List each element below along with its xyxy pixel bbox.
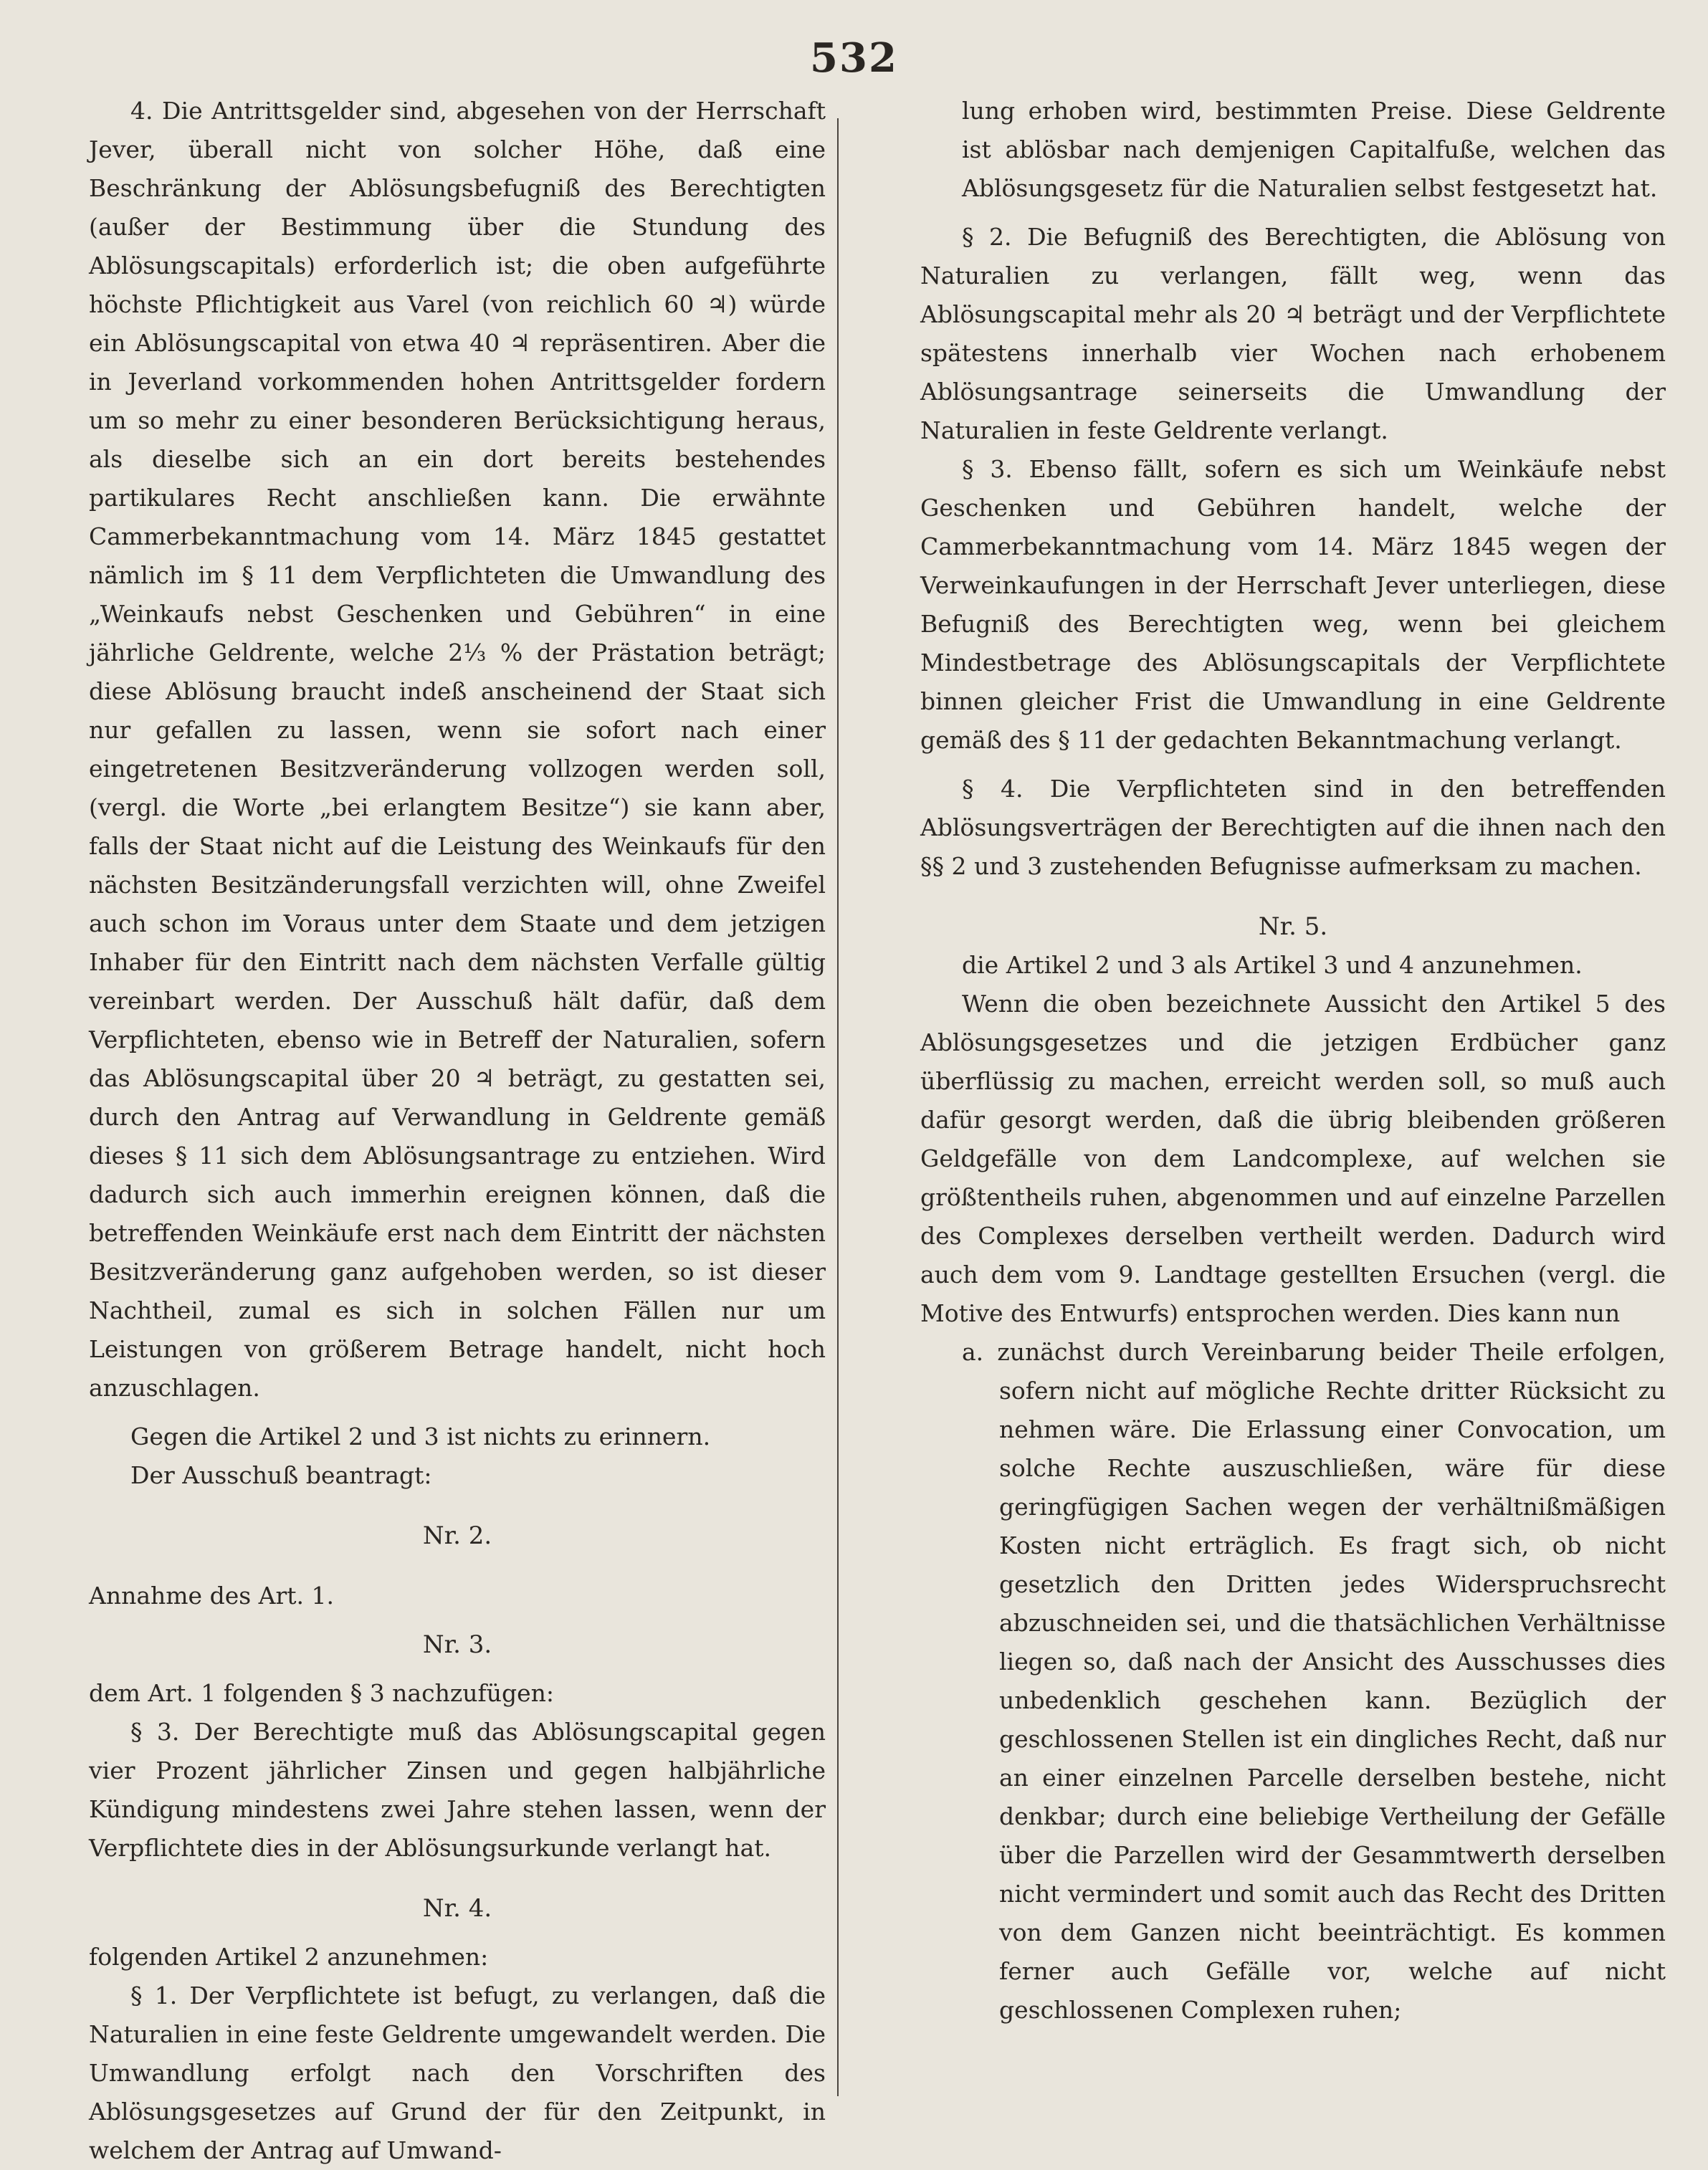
section-heading: Nr. 3. [422,1630,492,1659]
paragraph: Gegen die Artikel 2 und 3 ist nichts zu erinnern. [130,1423,711,1450]
paragraph: Annahme des Art. 1. [89,1582,334,1610]
paragraph: § 2. Die Befugniß des Berechtigten, die Ablösung von Naturalien zu verlangen, fällt weg, wenn das Ablösungscapital mehr als 20 ♃ beträgt und der Verpflichtete spätestens innerhalb vier Wochen nach erhobenem Ablösungsantrage seinerseits die Umwandlung der Naturalien in feste Geldrente verlangt. [920,223,1666,444]
paragraph: § 3. Ebenso fällt, sofern es sich um Weinkäufe nebst Geschenken und Gebühren handelt, welche der Cammerbekanntmachung vom 14. März 1845 wegen der Verweinkaufungen in der Herrschaft Jever unterliegen, diese Befugniß des Berechtigten weg, wenn bei gleichem Mindestbetrage des Ablösungscapitals der Verpflichtete binnen gleicher Frist die Umwandlung in eine Geldrente gemäß des § 11 der gedachten Bekanntmachung verlangt. [920,455,1666,754]
paragraph: § 3. Der Berechtigte muß das Ablösungscapital gegen vier Prozent jährlicher Zinsen und gegen halbjährliche Kündigung mindestens zwei Jahre stehen lassen, wenn der Verpflichtete dies in der Ablösungsurkunde verlangt hat. [89,1718,826,1862]
paragraph: Der Ausschuß beantragt: [130,1461,432,1489]
paragraph: die Artikel 2 und 3 als Artikel 3 und 4 anzunehmen. [962,951,1583,979]
section-heading: Nr. 4. [422,1894,492,1923]
section-heading: Nr. 2. [422,1521,492,1550]
paragraph: § 4. Die Verpflichteten sind in den betreffenden Ablösungsverträgen der Berechtigten auf die ihnen nach den §§ 2 und 3 zustehenden Befugnisse aufmerksam zu machen. [920,775,1666,880]
paragraph: dem Art. 1 folgenden § 3 nachzufügen: [89,1679,554,1707]
column-divider [837,118,839,2096]
paragraph: Wenn die oben bezeichnete Aussicht den Artikel 5 des Ablösungsgesetzes und die jetzigen Erdbücher ganz überflüssig zu machen, erreicht werden soll, so muß auch dafür gesorgt werden, daß die übrig bleibenden größeren Geldgefälle von dem Landcomplexe, auf welchen sie größtentheils ruhen, abgenommen und auf einzelne Parzellen des Complexes derselben vertheilt werden. Dadurch wird auch dem vom 9. Landtage gestellten Ersuchen (vergl. die Motive des Entwurfs) entsprochen werden. Dies kann nun [920,990,1666,1327]
page-number: 532 [810,34,898,82]
paragraph: a. zunächst durch Vereinbarung beider Theile erfolgen, sofern nicht auf mögliche Rechte dritter Rücksicht zu nehmen wäre. Die Erlassung einer Convocation, um solche Rechte auszuschließen, wäre für diese geringfügigen Sachen wegen der verhältnißmäßigen Kosten nicht erträglich. Es fragt sich, ob nicht gesetzlich den Dritten jedes Widerspruchsrecht abzuschneiden sei, und die thatsächlichen Verhältnisse liegen so, daß nach der Ansicht des Ausschusses dies unbedenklich geschehen kann. Bezüglich der geschlossenen Stellen ist ein dingliches Recht, daß nur an einer einzelnen Parcelle derselben bestehe, nicht denkbar; durch eine beliebige Vertheilung der Gefälle über die Parzellen wird der Gesammtwerth derselben nicht vermindert und somit auch das Recht des Dritten von dem Ganzen nicht beeinträchtigt. Es kommen ferner auch Gefälle vor, welche auf nicht geschlossenen Complexen ruhen; [962,1338,1666,2024]
right-column [920,92,1666,2030]
paragraph: § 1. Der Verpflichtete ist befugt, zu verlangen, daß die Naturalien in eine feste Geldrente umgewandelt werden. Die Umwandlung erfolgt nach den Vorschriften des Ablösungsgesetzes auf Grund der für den Zeitpunkt, in welchem der Antrag auf Umwand- [89,1982,826,2164]
paragraph: folgenden Artikel 2 anzunehmen: [89,1943,489,1971]
paragraph: 4. Die Antrittsgelder sind, abgesehen von der Herrschaft Jever, überall nicht von solcher Höhe, daß eine Beschränkung der Ablösungsbefugniß des Berechtigten (außer der Bestimmung über die Stundung des Ablösungscapitals) erforderlich ist; die oben aufgeführte höchste Pflichtigkeit aus Varel (von reichlich 60 ♃) würde ein Ablösungscapital von etwa 40 ♃ repräsentiren. Aber die in Jeverland vorkommenden hohen Antrittsgelder fordern um so mehr zu einer besonderen Berücksichtigung heraus, als dieselbe sich an ein dort bereits bestehendes partikulares Recht anschließen kann. Die erwähnte Cammerbekanntmachung vom 14. März 1845 gestattet nämlich im § 11 dem Verpflichteten die Umwandlung des „Weinkaufs nebst Geschenken und Gebühren“ in eine jährliche Geldrente, welche 2⅓ % der Prästation beträgt; diese Ablösung braucht indeß anscheinend der Staat sich nur gefallen zu lassen, wenn sie sofort nach einer eingetretenen Besitzveränderung vollzogen werden soll, (vergl. die Worte „bei erlangtem Besitze“) sie kann aber, falls der Staat nicht auf die Leistung des Weinkaufs für den nächsten Besitzänderungsfall verzichten will, ohne Zweifel auch schon im Voraus unter dem Staate und dem jetzigen Inhaber für den Eintritt nach dem nächsten Verfalle gültig vereinbart werden. Der Ausschuß hält dafür, daß dem Verpflichteten, ebenso wie in Betreff der Naturalien, sofern das Ablösungscapital über 20 ♃ beträgt, zu gestatten sei, durch den Antrag auf Verwandlung in Geldrente gemäß dieses § 11 sich dem Ablösungsantrage zu entziehen. Wird dadurch sich auch immerhin ereignen können, daß die betreffenden Weinkäufe erst nach dem Eintritt der nächsten Besitzveränderung ganz aufgehoben werden, so ist dieser Nachtheil, zumal es sich in solchen Fällen nur um Leistungen von größerem Betrage handelt, nicht hoch anzuschlagen. [89,97,826,1402]
left-column [89,92,826,2170]
paragraph: lung erhoben wird, bestimmten Preise. Diese Geldrente ist ablösbar nach demjenigen Capitalfuße, welchen das Ablösungsgesetz für die Naturalien selbst festgesetzt hat. [962,97,1666,202]
section-heading: Nr. 5. [1258,912,1328,941]
